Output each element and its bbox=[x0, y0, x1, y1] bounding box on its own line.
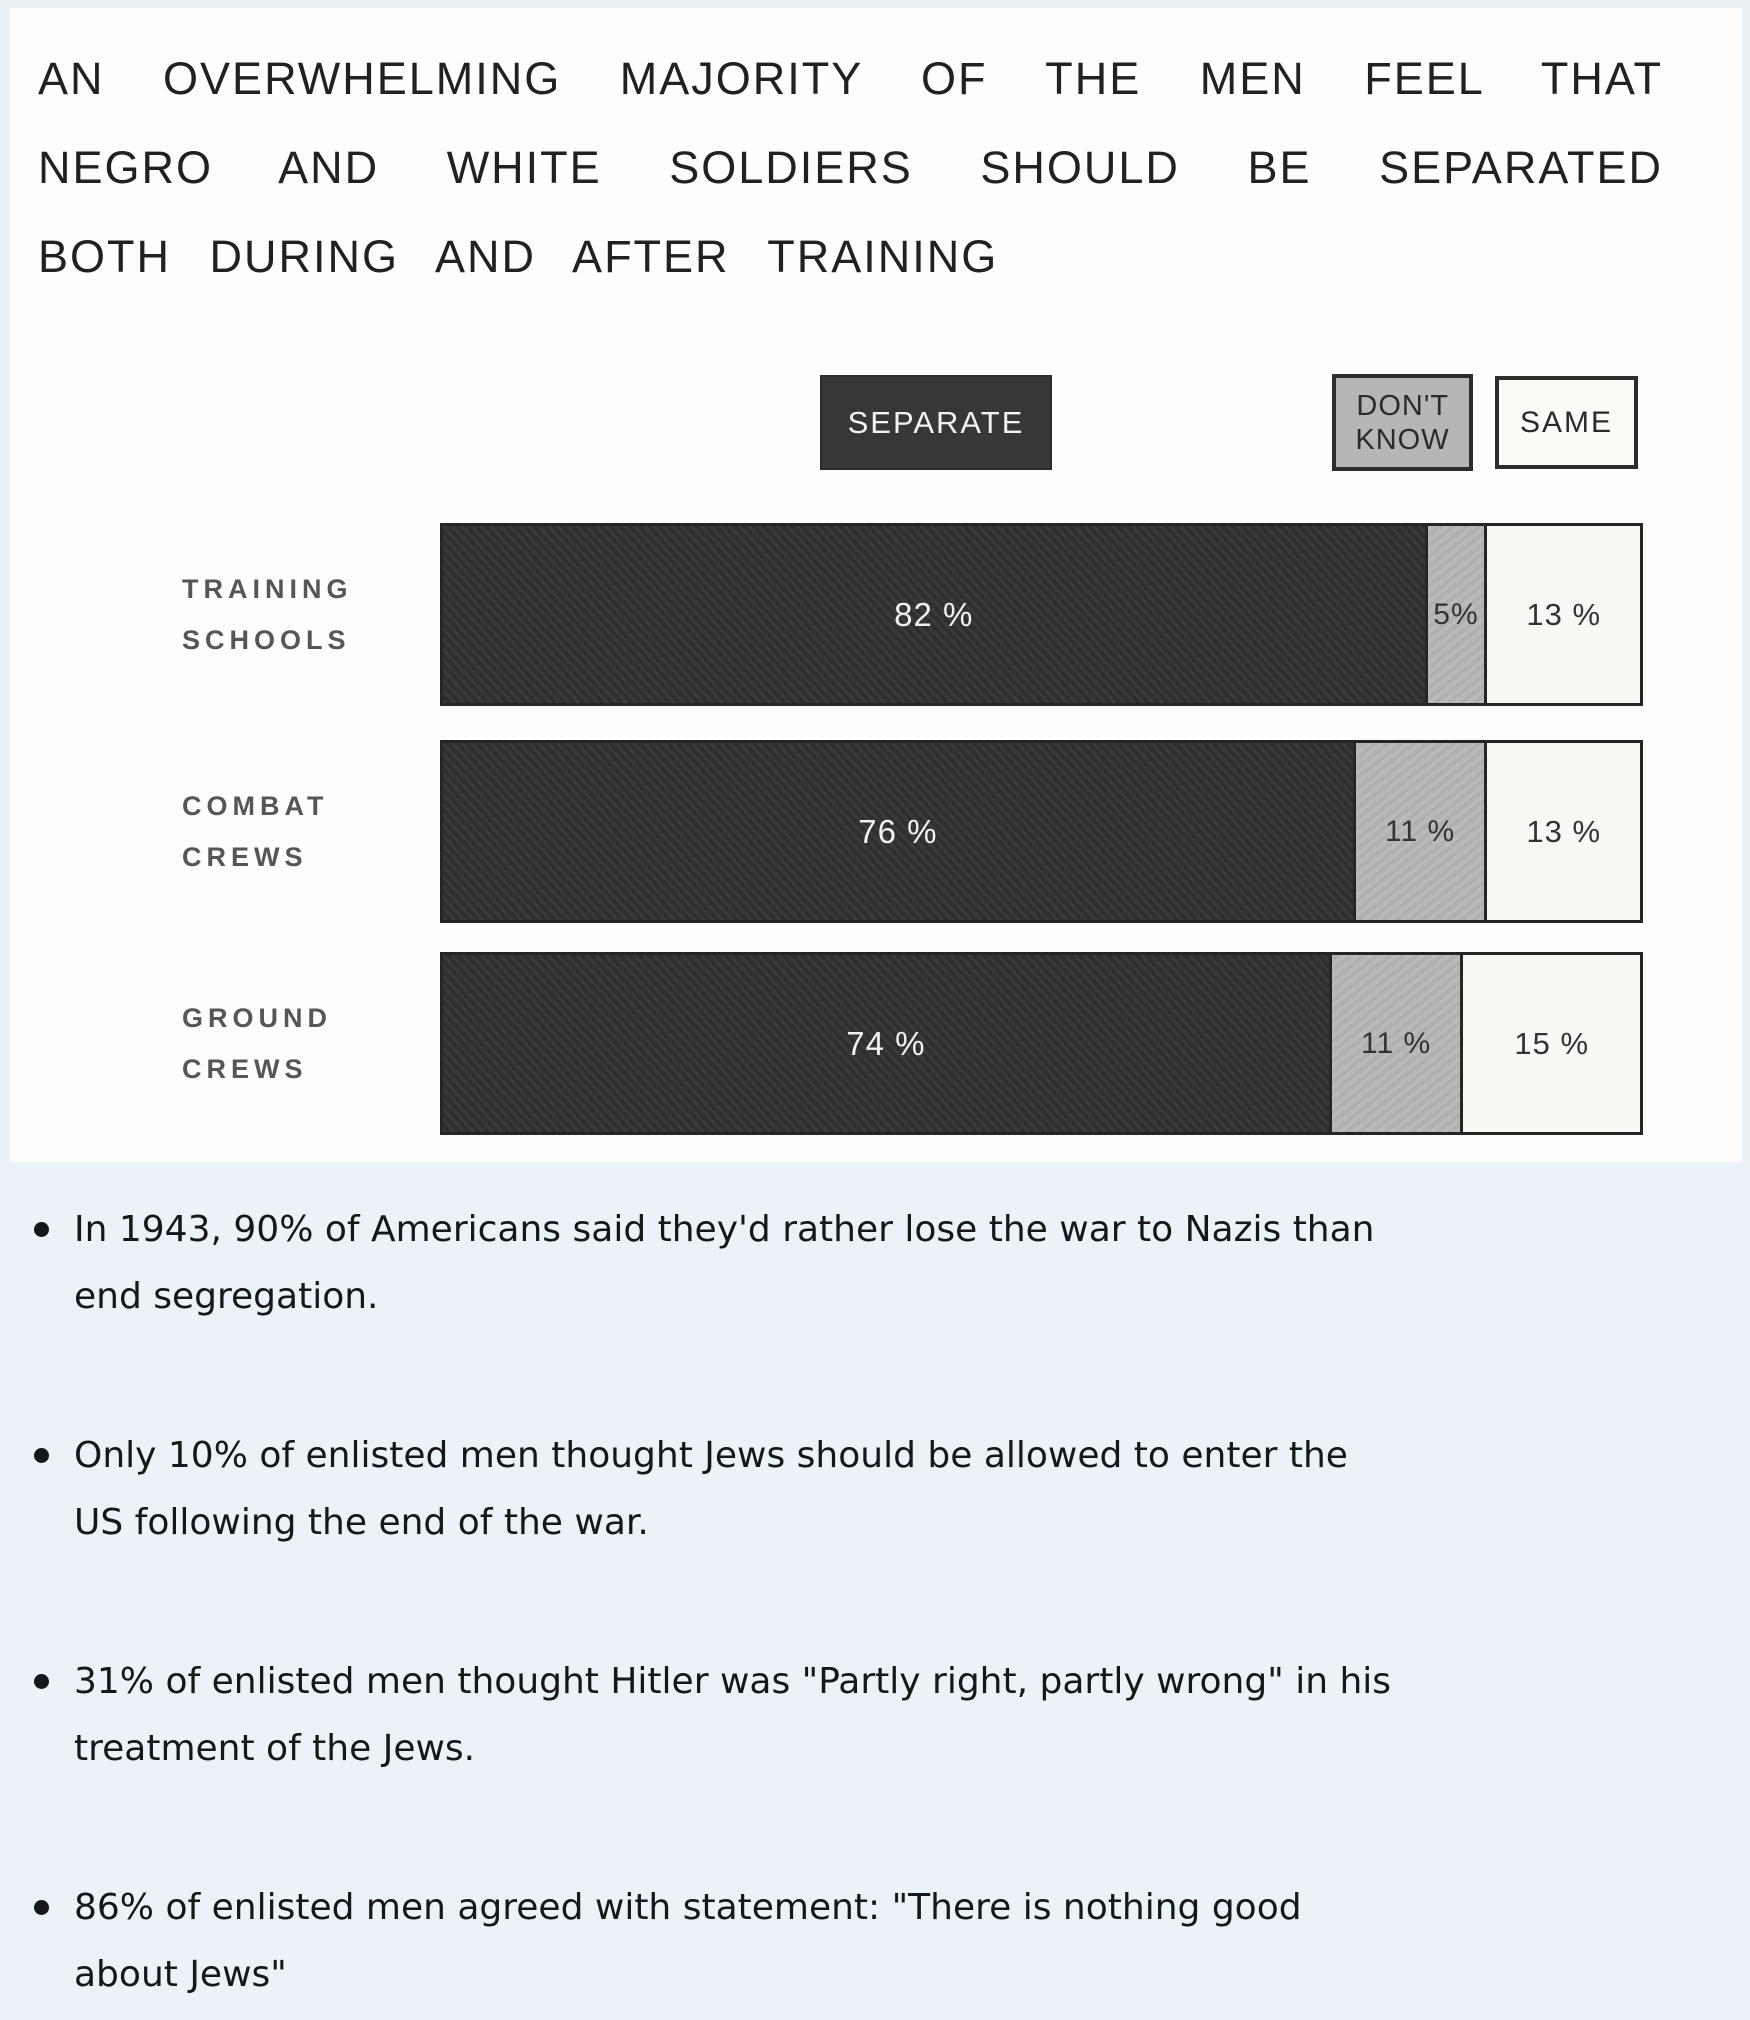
bullet-icon bbox=[34, 1674, 49, 1689]
row-label-line-1: TRAINING bbox=[182, 573, 353, 604]
note-item-1 bbox=[34, 1196, 1690, 1330]
note-text-line-2: US following the end of the war. bbox=[74, 1502, 649, 1543]
legend-dont-know-line-2: KNOW bbox=[1355, 423, 1450, 456]
bar-segment-same bbox=[1460, 955, 1640, 1132]
note-text-line-2: treatment of the Jews. bbox=[74, 1728, 476, 1769]
segment-value-label: 76 % bbox=[858, 812, 938, 850]
bar-segment-separate bbox=[443, 743, 1353, 920]
note-item-3 bbox=[34, 1648, 1690, 1782]
legend-separate-label: SEPARATE bbox=[847, 404, 1025, 440]
bar-segment-dont-know bbox=[1353, 743, 1485, 920]
segment-value-label: 5% bbox=[1433, 597, 1479, 631]
bar-row-ground-crews bbox=[10, 952, 1742, 1135]
segment-value-label: 13 % bbox=[1526, 596, 1602, 632]
stacked-bar-ground-crews bbox=[440, 952, 1643, 1135]
note-text-line-1: 31% of enlisted men thought Hitler was "Partly right, partly wrong" in his bbox=[74, 1661, 1392, 1702]
bar-segment-separate bbox=[443, 955, 1329, 1132]
note-text-line-1: 86% of enlisted men agreed with statement: "There is nothing good bbox=[74, 1887, 1302, 1928]
bar-segment-same bbox=[1484, 526, 1640, 703]
segment-value-label: 13 % bbox=[1526, 813, 1602, 849]
row-label-combat-crews bbox=[182, 740, 432, 923]
legend-separate-box bbox=[820, 375, 1052, 470]
chart-title-line-1: AN OVERWHELMING MAJORITY OF THE MEN FEEL THAT bbox=[38, 53, 1663, 104]
legend-same-label: SAME bbox=[1519, 405, 1614, 439]
legend-dont-know-box bbox=[1332, 374, 1473, 471]
segment-value-label: 11 % bbox=[1384, 814, 1456, 848]
note-text-line-2: about Jews" bbox=[74, 1954, 287, 1995]
stacked-bar-combat-crews bbox=[440, 740, 1643, 923]
chart-card bbox=[10, 8, 1742, 1162]
segment-value-label: 74 % bbox=[846, 1024, 926, 1062]
notes-section bbox=[0, 1162, 1750, 2020]
bar-segment-separate bbox=[443, 526, 1425, 703]
bar-segment-dont-know bbox=[1425, 526, 1485, 703]
bullet-icon bbox=[34, 1222, 49, 1237]
chart-title-line-2: NEGRO AND WHITE SOLDIERS SHOULD BE SEPARATED bbox=[38, 142, 1663, 193]
segment-value-label: 11 % bbox=[1361, 1026, 1432, 1060]
row-label-training-schools bbox=[182, 523, 432, 706]
bullet-icon bbox=[34, 1900, 49, 1915]
legend-same-box bbox=[1495, 376, 1638, 469]
stacked-bar-training-schools bbox=[440, 523, 1643, 706]
row-label-line-2: CREWS bbox=[182, 1053, 308, 1084]
bar-row-training-schools bbox=[10, 523, 1742, 706]
row-label-ground-crews bbox=[182, 952, 432, 1135]
row-label-line-2: SCHOOLS bbox=[182, 624, 351, 655]
segment-value-label: 15 % bbox=[1514, 1025, 1590, 1061]
bar-segment-same bbox=[1484, 743, 1640, 920]
row-label-line-1: COMBAT bbox=[182, 790, 329, 821]
note-text-line-1: In 1943, 90% of Americans said they'd rather lose the war to Nazis than bbox=[74, 1209, 1375, 1250]
bullet-icon bbox=[34, 1448, 49, 1463]
chart-title-line-3: BOTH DURING AND AFTER TRAINING bbox=[38, 231, 999, 282]
note-item-2 bbox=[34, 1422, 1690, 1556]
note-text-line-1: Only 10% of enlisted men thought Jews should be allowed to enter the bbox=[74, 1435, 1348, 1476]
note-item-4 bbox=[34, 1874, 1690, 2008]
chart-title bbox=[38, 34, 1663, 301]
legend-dont-know-label bbox=[1336, 389, 1469, 457]
note-text-line-2: end segregation. bbox=[74, 1276, 379, 1317]
row-label-line-1: GROUND bbox=[182, 1002, 332, 1033]
segment-value-label: 82 % bbox=[894, 595, 974, 633]
bar-row-combat-crews bbox=[10, 740, 1742, 923]
row-label-line-2: CREWS bbox=[182, 841, 308, 872]
legend-dont-know-line-1: DON'T bbox=[1356, 389, 1449, 422]
bar-segment-dont-know bbox=[1329, 955, 1461, 1132]
